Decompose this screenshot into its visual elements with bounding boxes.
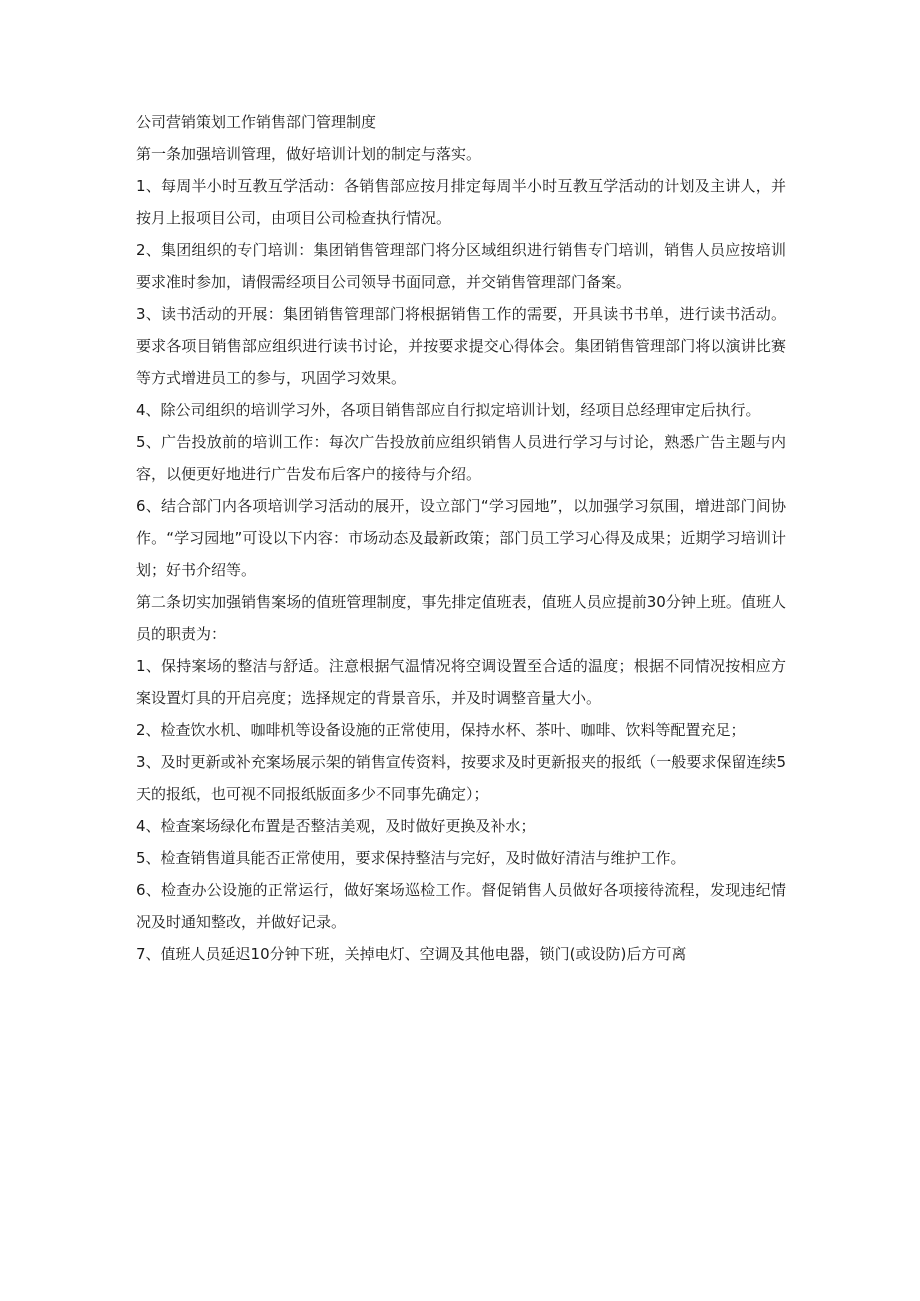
paragraph-1-5: 5、广告投放前的培训工作：每次广告投放前应组织销售人员进行学习与讨论，熟悉广告主题与内容，以便更好地进行广告发布后客户的接待与介绍。 [136,433,786,483]
paragraph-1-4: 4、除公司组织的培训学习外，各项目销售部应自行拟定培训计划，经项目总经理审定后执行。 [136,401,761,419]
paragraph-1-2: 2、集团组织的专门培训：集团销售管理部门将分区域组织进行销售专门培训，销售人员应按培训要求准时参加，请假需经项目公司领导书面同意，并交销售管理部门备案。 [136,241,786,291]
paragraph-2-7: 7、值班人员延迟10分钟下班，关掉电灯、空调及其他电器，锁门(或设防)后方可离 [136,945,687,963]
paragraph-1-3: 3、读书活动的开展：集团销售管理部门将根据销售工作的需要，开具读书书单，进行读书活动。要求各项目销售部应组织进行读书讨论，并按要求提交心得体会。集团销售管理部门将以演讲比赛等方式增进员工的参与，巩固学习效果。 [136,305,786,387]
paragraph-1-6: 6、结合部门内各项培训学习活动的展开，设立部门“学习园地”，以加强学习氛围，增进部门间协作。“学习园地”可设以下内容：市场动态及最新政策；部门员工学习心得及成果；近期学习培训计划；好书介绍等。 [136,497,786,579]
document-body [136,106,786,970]
paragraph-1-1: 1、每周半小时互教互学活动：各销售部应按月排定每周半小时互教互学活动的计划及主讲人，并按月上报项目公司，由项目公司检查执行情况。 [136,177,786,227]
paragraph-2-5: 5、检查销售道具能否正常使用，要求保持整洁与完好，及时做好清洁与维护工作。 [136,849,686,867]
paragraph-2-6: 6、检查办公设施的正常运行，做好案场巡检工作。督促销售人员做好各项接待流程，发现违纪情况及时通知整改，并做好记录。 [136,881,786,931]
paragraph-2-4: 4、检查案场绿化布置是否整洁美观，及时做好更换及补水； [136,817,536,835]
paragraph-2-2: 2、检查饮水机、咖啡机等设备设施的正常使用，保持水杯、茶叶、咖啡、饮料等配置充足； [136,721,746,739]
document-title: 公司营销策划工作销售部门管理制度 [136,113,377,131]
paragraph-2-1: 1、保持案场的整洁与舒适。注意根据气温情况将空调设置至合适的温度；根据不同情况按相应方案设置灯具的开启亮度；选择规定的背景音乐，并及时调整音量大小。 [136,657,786,707]
paragraph-2-3: 3、及时更新或补充案场展示架的销售宣传资料，按要求及时更新报夹的报纸（一般要求保留连续5天的报纸，也可视不同报纸版面多少不同事先确定）； [136,753,786,803]
paragraph-article-2: 第二条切实加强销售案场的值班管理制度，事先排定值班表，值班人员应提前30分钟上班。值班人员的职责为： [136,593,786,643]
paragraph-article-1: 第一条加强培训管理，做好培训计划的制定与落实。 [136,145,482,163]
